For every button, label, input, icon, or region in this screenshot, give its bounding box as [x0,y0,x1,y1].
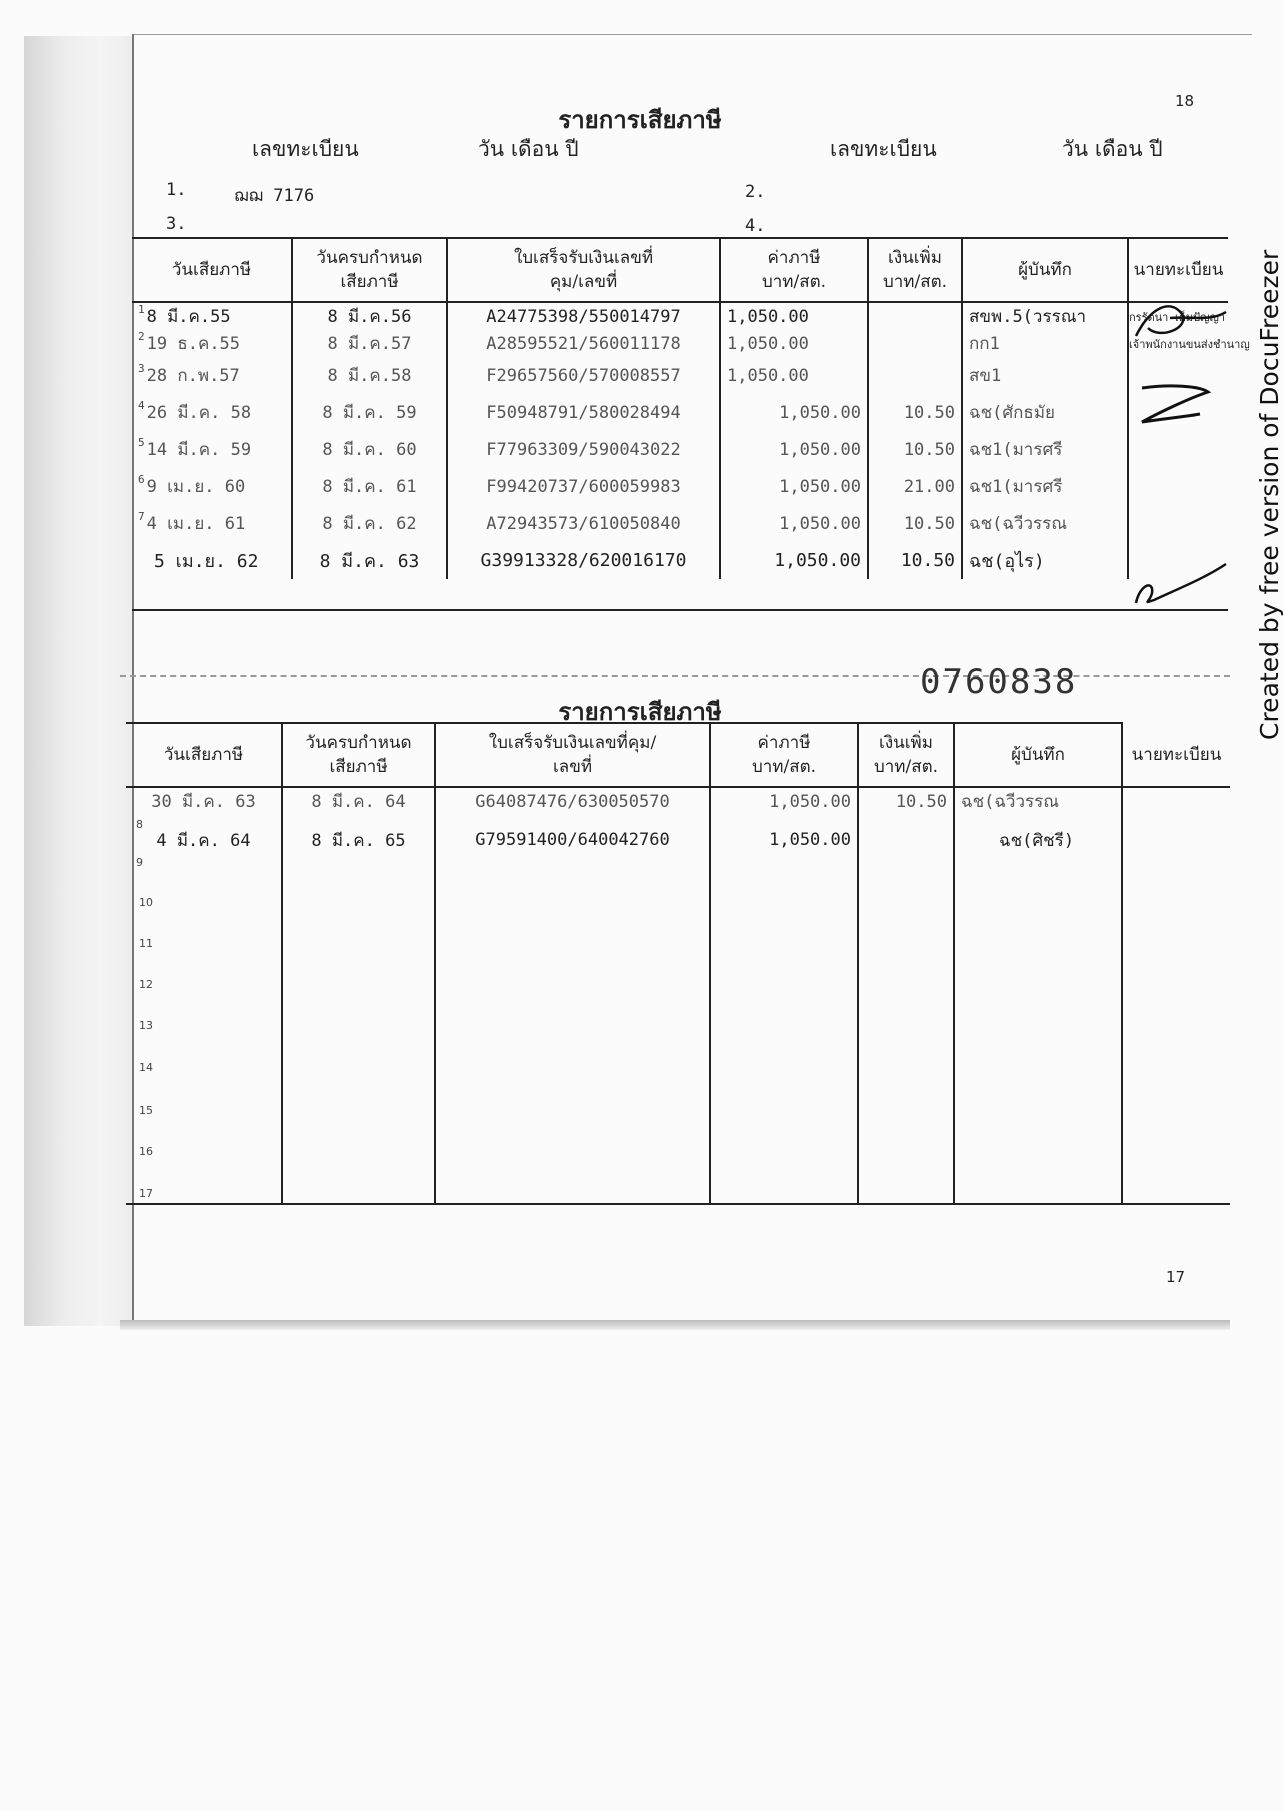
pay-date: 30 มี.ค. 63 [126,787,282,815]
pay-date: 19 ธ.ค.55 [146,334,241,354]
row-number: 17 [139,1187,153,1200]
tax-amount: 1,050.00 [720,394,868,431]
recorder: ฉช(ฉวีวรรณ [962,505,1128,542]
row-number: 5 [138,436,145,449]
col-recorder: ผู้บันทึก [962,238,1128,302]
row-number: 9 [136,856,143,869]
due-date: 8 มี.ค. 60 [292,431,447,468]
row-number: 16 [139,1145,153,1158]
surcharge-amount: 10.50 [868,394,962,431]
tax-amount: 1,050.00 [720,468,868,505]
col-receipt: ใบเสร็จรับเงินเลขที่คุม/เลขที่ [447,238,720,302]
recorder: ฉช(ฉวีวรรณ [954,787,1122,815]
lower-tax-table [126,722,1230,1205]
col-surcharge: เงินเพิ่มบาท/สต. [858,723,954,787]
col-tax: ค่าภาษีบาท/สต. [720,238,868,302]
label-registration-right: เลขทะเบียน [830,137,937,161]
tax-amount: 1,050.00 [710,787,858,815]
recorder: สขพ.5(วรรณา [962,302,1128,330]
pay-date: 4 มี.ค. 64 [126,815,282,865]
stub-number: 0760838 [920,662,1078,702]
pay-date: 28 ก.พ.57 [146,366,240,386]
due-date: 8 มี.ค. 64 [282,787,435,815]
surcharge-amount: 10.50 [868,542,962,579]
tax-amount: 1,050.00 [720,302,868,330]
label-date-right: วัน เดือน ปี [1062,137,1163,161]
table-row [126,865,1230,1204]
page-number-top: 18 [1175,92,1195,110]
page-number-bottom: 17 [1166,1268,1186,1286]
recorder: ฉช1(มารศรี [962,468,1128,505]
row-number: 13 [139,1019,153,1032]
table-row [126,787,1230,815]
row-number: 10 [139,896,153,909]
reg-number-2: 2. [745,182,766,202]
col-registrar: นายทะเบียน [1128,238,1228,302]
upper-title: รายการเสียภาษี [558,105,722,134]
table-row [132,505,1228,542]
recorder: สข1 [962,357,1128,394]
registrar-note: เจ้าพนักงานขนส่งชำนาญ [1128,330,1228,357]
label-registration-left: เลขทะเบียน [252,137,359,161]
recorder: ฉช(ศักธมัย [962,394,1128,431]
due-date: 8 มี.ค. 65 [282,815,435,865]
table-row [132,394,1228,431]
row-number: 11 [139,937,153,950]
surcharge-amount: 10.50 [858,787,954,815]
receipt-number: G39913328/620016170 [447,542,720,579]
pay-date: 9 เม.ย. 60 [146,477,246,497]
col-receipt: ใบเสร็จรับเงินเลขที่คุม/เลขที่ [435,723,710,787]
receipt-number: A28595521/560011178 [447,330,720,357]
pay-date: 5 เม.ย. 62 [154,551,259,572]
pay-date: 14 มี.ค. 59 [146,440,252,460]
row-number: 8 [136,818,143,831]
table-row [126,815,1230,865]
due-date: 8 มี.ค. 61 [292,468,447,505]
row-number: 14 [139,1061,153,1074]
table-row [132,330,1228,357]
pay-date: 4 เม.ย. 61 [146,514,246,534]
row-number: 1 [138,303,145,316]
col-due-date: วันครบกำหนดเสียภาษี [292,238,447,302]
tax-amount: 1,050.00 [720,357,868,394]
page-top-edge [132,34,1252,35]
row-number: 2 [138,330,145,343]
table-row [132,431,1228,468]
surcharge-amount: 21.00 [868,468,962,505]
tax-amount: 1,050.00 [710,815,858,865]
reg-number-4: 4. [745,216,766,236]
surcharge-amount [868,302,962,330]
row-number: 4 [138,399,145,412]
reg-value-1: ฌฌ 7176 [234,186,315,206]
tax-amount: 1,050.00 [720,505,868,542]
receipt-number: A72943573/610050840 [447,505,720,542]
slip-bottom-shadow [120,1320,1230,1330]
receipt-number: F29657560/570008557 [447,357,720,394]
row-number: 15 [139,1104,153,1117]
pay-date: 8 มี.ค.55 [146,307,231,327]
due-date: 8 มี.ค.58 [292,357,447,394]
surcharge-amount [868,330,962,357]
pay-date: 26 มี.ค. 58 [146,403,252,423]
receipt-number: F50948791/580028494 [447,394,720,431]
scan-left-margin [24,36,132,1326]
lower-title: รายการเสียภาษี [558,697,722,726]
surcharge-amount [858,815,954,865]
recorder: กก1 [962,330,1128,357]
row-number: 6 [138,473,145,486]
surcharge-amount: 10.50 [868,431,962,468]
tax-amount: 1,050.00 [720,330,868,357]
label-date-left: วัน เดือน ปี [478,137,579,161]
receipt-number: G79591400/640042760 [435,815,710,865]
col-pay-date: วันเสียภาษี [126,723,282,787]
watermark-text: Created by free version of DocuFreezer [1255,249,1284,740]
recorder: ฉช1(มารศรี [962,431,1128,468]
col-registrar: นายทะเบียน [1122,723,1230,787]
due-date: 8 มี.ค. 63 [292,542,447,579]
registrar-signatures [1130,288,1230,618]
table-row [132,542,1228,579]
table-row [132,302,1228,330]
table-row [132,357,1228,394]
col-surcharge: เงินเพิ่มบาท/สต. [868,238,962,302]
surcharge-amount [868,357,962,394]
surcharge-amount: 10.50 [868,505,962,542]
due-date: 8 มี.ค.56 [292,302,447,330]
row-number: 12 [139,978,153,991]
tax-amount: 1,050.00 [720,542,868,579]
due-date: 8 มี.ค.57 [292,330,447,357]
registrar-cell [1122,787,1230,815]
upper-tax-table [132,237,1250,611]
row-number: 3 [138,362,145,375]
receipt-number: G64087476/630050570 [435,787,710,815]
receipt-number: A24775398/550014797 [447,302,720,330]
registrar-cell [1122,815,1230,865]
tax-amount: 1,050.00 [720,431,868,468]
receipt-number: F99420737/600059983 [447,468,720,505]
reg-number-1: 1. [166,180,187,200]
recorder: ฉช(อุไร) [962,542,1128,579]
row-number: 7 [138,510,145,523]
recorder: ฉช(ศิชรี) [954,815,1122,865]
registrar-note: กรรัตนา เต็มปัญญา [1128,302,1228,330]
col-recorder: ผู้บันทึก [954,723,1122,787]
due-date: 8 มี.ค. 59 [292,394,447,431]
col-tax: ค่าภาษีบาท/สต. [710,723,858,787]
table-row [132,468,1228,505]
reg-number-3: 3. [166,214,187,234]
due-date: 8 มี.ค. 62 [292,505,447,542]
col-due-date: วันครบกำหนดเสียภาษี [282,723,435,787]
col-pay-date: วันเสียภาษี [132,238,292,302]
receipt-number: F77963309/590043022 [447,431,720,468]
